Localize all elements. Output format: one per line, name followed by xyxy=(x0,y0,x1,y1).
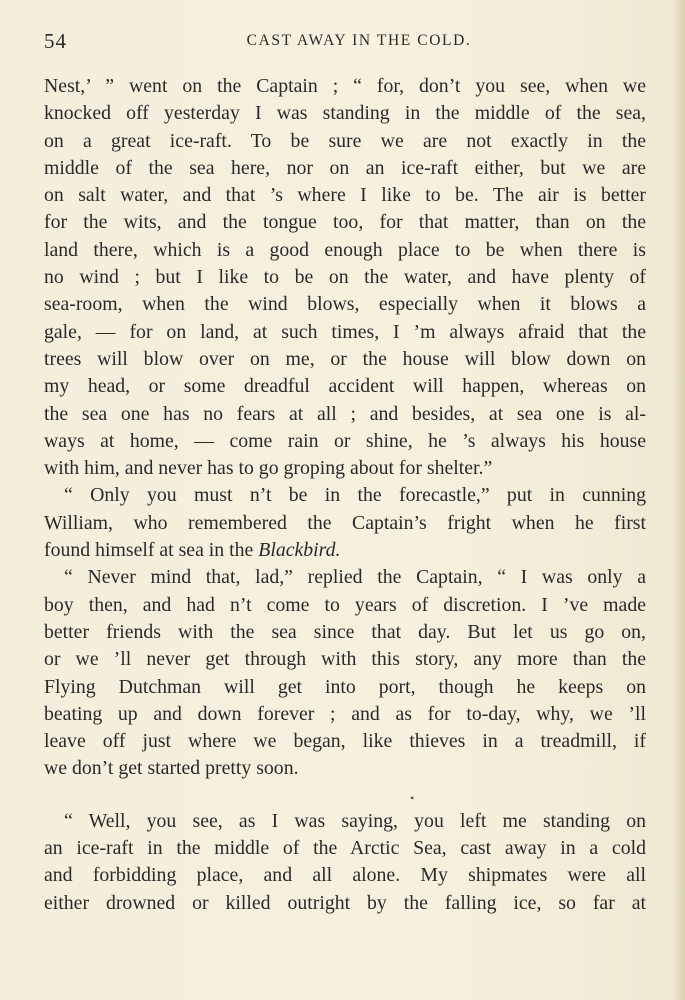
text-fragment: found himself at sea in the xyxy=(44,539,259,562)
text-line xyxy=(44,537,646,564)
text-line: William, who remembered the Captain’s fright when he first xyxy=(44,511,646,534)
text-line: for the wits, and the tongue too, for that matter, than on the xyxy=(44,211,646,234)
text-line: an ice-raft in the middle of the Arctic Sea, cast away in a cold xyxy=(44,837,646,860)
text-line: or we ’ll never get through with this story, any more than the xyxy=(44,648,646,671)
text-line: ways at home, — come rain or shine, he ’s always his house xyxy=(44,429,646,452)
text-line: land there, which is a good enough place to be when there is xyxy=(44,238,646,261)
text-line: with him, and never has to go groping about for shelter.” xyxy=(44,457,493,480)
page-edge xyxy=(675,0,685,1000)
text-line: “ Well, you see, as I was saying, you left me standing on xyxy=(64,809,646,832)
page-header xyxy=(44,26,644,56)
text-line: middle of the sea here, nor on an ice-raft either, but we are xyxy=(44,156,646,179)
section-break xyxy=(44,783,646,808)
text-line: we don’t get started pretty soon. xyxy=(44,757,299,780)
text-line: boy then, and had n’t come to years of discretion. I ’ve made xyxy=(44,593,646,616)
text-line: the sea one has no fears at all ; and besides, at sea one is al- xyxy=(44,402,646,425)
text-line: on salt water, and that ’s where I like to be. The air is better xyxy=(44,184,646,207)
text-line: either drowned or killed outright by the falling ice, so far at xyxy=(44,891,646,914)
text-line: leave off just where we began, like thieves in a treadmill, if xyxy=(44,730,646,753)
text-line: “ Only you must n’t be in the forecastle,” put in cunning xyxy=(64,484,646,507)
text-line: “ Never mind that, lad,” replied the Captain, “ I was only a xyxy=(64,566,646,589)
text-line: Flying Dutchman will get into port, though he keeps on xyxy=(44,675,646,698)
text-line: on a great ice-raft. To be sure we are not exactly in the xyxy=(44,129,646,152)
text-line: knocked off yesterday I was standing in the middle of the sea, xyxy=(44,102,646,125)
text-line: sea-room, when the wind blows, especially when it blows a xyxy=(44,293,646,316)
text-line: better friends with the sea since that day. But let us go on, xyxy=(44,620,646,643)
text-line: gale, — for on land, at such times, I ’m always afraid that the xyxy=(44,320,646,343)
text-line: and forbidding place, and all alone. My shipmates were all xyxy=(44,864,646,887)
running-title: CAST AWAY IN THE COLD. xyxy=(246,32,472,49)
text-line: my head, or some dreadful accident will happen, whereas on xyxy=(44,375,646,398)
ship-name: Blackbird. xyxy=(258,539,341,562)
text-line: trees will blow over on me, or the house will blow down on xyxy=(44,347,646,370)
text-line: no wind ; but I like to be on the water, and have plenty of xyxy=(44,266,646,289)
page-number: 54 xyxy=(44,29,67,53)
text-line: Nest,’ ” went on the Captain ; “ for, don’t you see, when we xyxy=(44,75,646,97)
ink-speck: • xyxy=(410,791,415,805)
body-text xyxy=(44,73,646,917)
text-line: beating up and down forever ; and as for to-day, why, we ’ll xyxy=(44,702,646,725)
